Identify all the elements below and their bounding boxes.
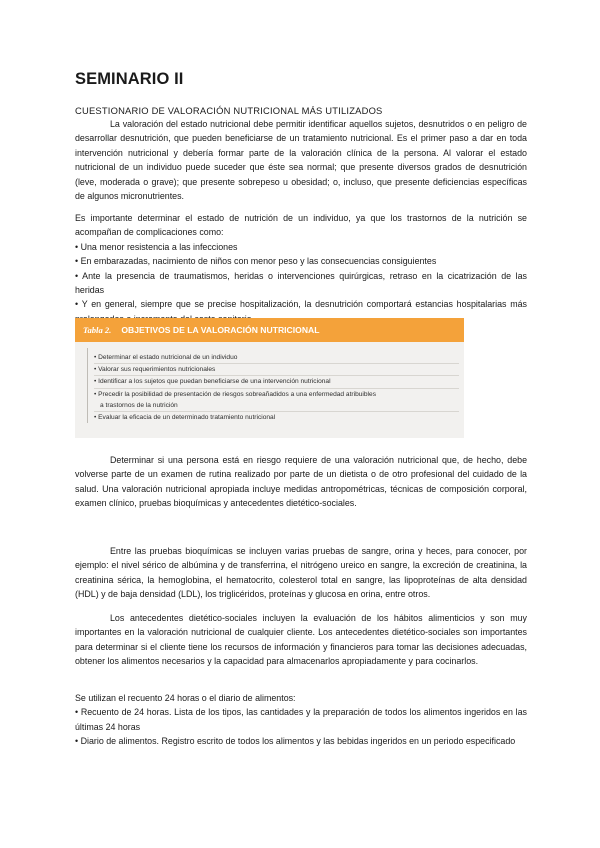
dietetic-paragraph: Los antecedentes dietético-sociales incluyen la evaluación de los hábitos alimenticios y son muy importantes en la valoración nutricional de cualquier cliente. Los antecedentes dietético-sociales son importantes para determinar si el cliente tiene los recursos de información y financieros para tomar las decisiones adecuadas, obtener los alimentos necesarios y la capacidad para almacenarlos apropiadamente y para cocinarlos. (75, 613, 527, 667)
table-row (94, 376, 459, 388)
intro-paragraph: La valoración del estado nutricional debe permitir identificar aquellos sujetos, desnutridos o en peligro de desarrollar desnutrición, que pueden beneficiarse de un tratamiento nutricional. Es el primer paso a dar en toda intervención nutricional y debería formar parte de la valoración clínica de la persona. Al valorar el estado nutricional de un individuo puede suceder que éste sea normal; que presente diversos grados de desnutrición (leve, moderada o grave); que presente sobrepeso u obesidad; o, incluso, que presente deficiencias específicas de algunos micronutrientes. (75, 119, 527, 202)
biochem-paragraph: Entre las pruebas bioquímicas se incluyen varias pruebas de sangre, orina y heces, para conocer, por ejemplo: el nivel sérico de albúmina y de transferrina, el nitrógeno ureico en sangre, la excreción de creatinina, la creatinina sérica, la hemoglobina, el hematocrito, colesterol total en sangre, las lipoproteínas de alta densidad (HDL) y de baja densidad (LDL), los triglicéridos, proteínas y glucosa en orina, entre otros. (75, 546, 527, 600)
list-item: • Diario de alimentos. Registro escrito de todos los alimentos y las bebidas ingeridos en un periodo especificado (75, 736, 516, 747)
table-row-continuation: a trastornos de la nutrición (100, 401, 178, 409)
section-subtitle: CUESTIONARIO DE VALORACIÓN NUTRICIONAL MÁS UTILIZADOS (75, 105, 383, 116)
table-header (75, 318, 464, 342)
importance-section (75, 211, 527, 326)
methods-section (75, 691, 527, 749)
table-number: Tabla 2. (83, 325, 112, 335)
table-body (87, 348, 459, 423)
methods-intro: Se utilizan el recuento 24 horas o el diario de alimentos: (75, 693, 296, 703)
page-title: SEMINARIO II (75, 70, 184, 88)
table-row (94, 389, 459, 412)
table-row-text: • Identificar a los sujetos que puedan beneficiarse de una intervención nutricional (94, 378, 331, 386)
list-item: • Ante la presencia de traumatismos, heridas o intervenciones quirúrgicas, retraso en la cicatrización de las heridas (75, 270, 527, 296)
table-title: OBJETIVOS DE LA VALORACIÓN NUTRICIONAL (121, 325, 320, 335)
table-row (94, 364, 459, 376)
table-row-text: • Valorar sus requerimientos nutricionales (94, 366, 216, 374)
importance-intro: Es importante determinar el estado de nutrición de un individuo, ya que los trastornos de la nutrición se acompañan de complicaciones como: (75, 213, 527, 238)
list-item: • En embarazadas, nacimiento de niños con menor peso y las consecuencias consiguientes (75, 256, 437, 267)
list-item: • Recuento de 24 horas. Lista de los tipos, las cantidades y la preparación de todos los alimentos ingeridos en las últimas 24 horas (75, 707, 527, 732)
table-row-text: • Determinar el estado nutricional de un individuo (94, 354, 238, 361)
table-row (94, 352, 459, 364)
objectives-table (75, 318, 464, 438)
list-item: • Y en general, siempre que se precise hospitalización, la desnutrición comportará estancias hospitalarias más (75, 299, 527, 310)
table-row-text: • Precedir la posibilidad de presentación de riesgos sobreañadidos a una enfermedad atribuibles (94, 390, 376, 398)
table-row (94, 412, 459, 423)
table-row-text: • Evaluar la eficacia de un determinado tratamiento nutricional (94, 414, 276, 422)
risk-paragraph: Determinar si una persona está en riesgo requiere de una valoración nutricional que, de hecho, debe volverse parte de un examen de rutina realizado por parte de un dietista o de otro profesional del cuidado de la salud. Una valoración nutricional apropiada incluye medidas antropométricas, técnicas de composición corporal, examen clínico, pruebas bioquímicas y antecedentes dietético-sociales. (75, 455, 527, 509)
list-item: • Una menor resistencia a las infecciones (75, 241, 238, 252)
